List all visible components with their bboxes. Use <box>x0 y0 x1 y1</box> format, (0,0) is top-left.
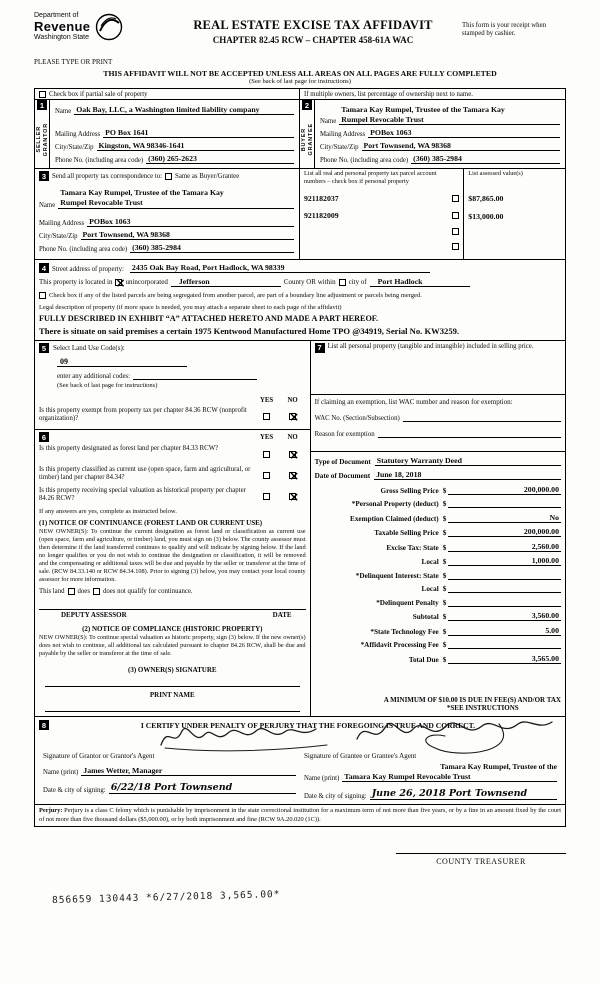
city-checkbox[interactable] <box>339 279 346 286</box>
parcel-header: List all real and personal property tax parcel account numbers – check box if personal property <box>304 170 437 186</box>
perjury-body: Perjury is a class C felony which is punishable by imprisonment in the state correctional institution for a maximum term of not more than five years, or by a fine in an amount fixed by the court of not more than five thousand dollars ($5,000.00), or by both imprisonment and fine (RCW 9A.20.020 (1C)). <box>39 807 561 823</box>
designation-box <box>35 430 310 716</box>
exempt-yes-checkbox[interactable] <box>263 413 270 420</box>
reason-field[interactable] <box>378 428 561 438</box>
assessed-value-field[interactable]: $87,865.00 <box>468 194 504 204</box>
section-1-badge: 1 <box>37 100 47 110</box>
seller-box <box>35 89 300 168</box>
grantor-date-city-field[interactable]: 6/22/18 Port Townsend <box>109 782 296 794</box>
seller-phone-field[interactable]: (360) 265-2623 <box>146 154 294 164</box>
historic-yes-checkbox[interactable] <box>263 493 270 500</box>
reason-label: Reason for exemption <box>314 431 375 439</box>
parcel-row <box>304 243 459 250</box>
does-label: does <box>77 588 90 596</box>
assessed-value-field[interactable] <box>468 248 561 258</box>
total-due-label: Total Due <box>408 655 439 664</box>
section-8-badge: 8 <box>39 720 49 730</box>
current-use-question: Is this property classified as current use (open space, farm and agricultural, or timber) land per chapter 84.34? <box>39 466 251 482</box>
corr-name-field[interactable]: Tamara Kay Rumpel, Trustee of the Tamara Kay Rumpel Revocable Trust <box>58 188 294 208</box>
seller-side-label: SELLER <box>35 125 42 153</box>
corr-mailing-label: Mailing Address <box>39 219 85 227</box>
excise-tax-local-label: Local <box>421 558 439 567</box>
personal-property-deduct-label: *Personal Property (deduct) <box>351 500 439 509</box>
multiple-owners-note: If multiple owners, list percentage of ownership next to name. <box>304 90 473 98</box>
agency-state: Washington State <box>34 34 89 41</box>
notice-continuance-body: NEW OWNER(S): To continue the current designation as forest land or classification as current use (open space, farm and agriculture, or timber) land, you must sign on (3) below. The county assessor must then determine if the land transferred continues to qualify and will indicate by signing below. If the land no longer qualifies or you do not wish to continue the designation or classification, it will be removed and the compensating or additional taxes will be due and payable by the seller or transferor at the time of sale. (RCW 84.33.140 or RCW 84.34.108). Prior to signing (3) below, you may contact your local county assessor for more information. <box>39 528 306 584</box>
seller-mailing-label: Mailing Address <box>55 131 101 139</box>
receipt-note: This form is your receipt when stamped by cashier. <box>462 22 546 38</box>
assessed-header: List assessed value(s) <box>468 170 523 178</box>
forest-question: Is this property designated as forest land per chapter 84.33 RCW? <box>39 445 219 453</box>
tax-correspondence-box <box>35 169 565 260</box>
parcel-2-personal-checkbox[interactable] <box>452 228 459 235</box>
segregated-checkbox[interactable] <box>39 292 46 299</box>
personal-property-label: List all personal property (tangible and intangible) included in selling price. <box>327 343 534 351</box>
land-does-checkbox[interactable] <box>68 588 75 595</box>
grantee-signature-label: Signature of Grantee or Grantee's Agent <box>304 752 417 761</box>
wac-field[interactable] <box>403 412 561 422</box>
grantor-name-print-label: Name (print) <box>43 769 79 777</box>
delinquent-penalty-label: *Delinquent Penalty <box>376 598 439 607</box>
grantee-name-print-field[interactable]: Tamara Kay Rumpel Revocable Trust <box>342 772 557 782</box>
dor-swirl-logo-icon <box>94 12 124 42</box>
excise-tax-state-label: Excise Tax: State <box>386 543 439 552</box>
form-title: REAL ESTATE EXCISE TAX AFFIDAVIT <box>193 18 433 32</box>
county-treasurer-label: COUNTY TREASURER <box>396 853 566 866</box>
section-6-badge: 6 <box>39 432 49 442</box>
taxable-selling-price-label: Taxable Selling Price <box>374 529 439 538</box>
if-yes-note: If any answers are yes, complete as instructed below. <box>39 508 177 516</box>
delinquent-interest-local-field[interactable] <box>448 584 561 593</box>
seller-phone-label: Phone No. (including area code) <box>55 157 144 165</box>
buyer-side-label: BUYER <box>300 127 307 151</box>
form-body <box>34 88 566 827</box>
partial-sale-label: Check box if partial sale of property <box>49 90 148 98</box>
parcel-row <box>304 211 459 220</box>
delinquent-penalty-field[interactable] <box>448 598 561 607</box>
excise-tax-state-field[interactable]: 2,560.00 <box>448 542 561 552</box>
affidavit-processing-fee-label: *Affidavit Processing Fee <box>360 641 439 650</box>
acceptance-warning: THIS AFFIDAVIT WILL NOT BE ACCEPTED UNLESS ALL AREAS ON ALL PAGES ARE FULLY COMPLETED <box>103 69 497 78</box>
county-name-field[interactable]: Jefferson <box>171 277 281 287</box>
see-instructions-note: *SEE INSTRUCTIONS <box>446 704 519 713</box>
deputy-assessor-label: DEPUTY ASSESSOR <box>61 611 127 620</box>
land-does-not-checkbox[interactable] <box>93 588 100 595</box>
type-of-document-label: Type of Document <box>314 458 371 467</box>
wac-label: WAC No. (Section/Subsection) <box>314 415 400 423</box>
certification-box <box>35 717 565 805</box>
state-technology-fee-field[interactable]: 5.00 <box>448 626 561 636</box>
please-type-note: PLEASE TYPE OR PRINT <box>34 58 113 66</box>
excise-tax-local-field[interactable]: 1,000.00 <box>448 556 561 566</box>
buyer-phone-field[interactable]: (360) 385-2984 <box>411 154 560 164</box>
historic-no-checkbox[interactable] <box>289 493 296 500</box>
buyer-phone-label: Phone No. (including area code) <box>320 157 409 165</box>
sec5-see-back-note: (See back of last page for instructions) <box>57 382 158 390</box>
state-technology-fee-label: *State Technology Fee <box>370 627 439 636</box>
land-use-label: Select Land Use Code(s): <box>53 344 125 353</box>
minimum-due-note: A MINIMUM OF $10.00 IS DUE IN FEE(S) AND/OR TAX <box>383 696 561 705</box>
agency-dept-line: Department of <box>34 12 79 19</box>
legal-description-line2: There is situate on said premises a certain 1975 Kentwood Manufactured Home TPO @34919, Serial No. KW3259. <box>39 326 460 337</box>
yes-header: YES <box>259 397 274 405</box>
corr-csz-label: City/State/Zip <box>39 232 78 240</box>
deputy-date-label: DATE <box>272 611 292 620</box>
section-7-badge: 7 <box>315 343 325 353</box>
grantee-trustee-line: Tamara Kay Rumpel, Trustee of the <box>440 762 557 772</box>
selling-price-box: 7 List all personal property (tangible and intangible) included in selling price. If claiming an exemption, list WAC number and reason for exemption: WAC No. (Section/Subsection) Reason for exemption Type of Document Statutory Warranty Deed Date of Document June 18, 2018 Gross Selling Price $ 200,000.00 *Personal Property (deduct) $ Exemption Claimed (deduct) $ No Taxable Selling Price $ 200,000.00 Excise Tax: State $ 2,560.00 Local $ 1,000.00 *Delinquent Interest: State $ Local $ *Delinquent Penalty $ Subtotal $ 3,560.00 *State Technology Fee $ 5.00 *Affidavit Processing Fee $ Total Due $ 3,565.00 A MINIMUM OF $10.00 IS DUE IN FEE(S) AND/OR TAX *SEE INSTRUCTIONS <box>311 341 565 716</box>
assessed-value-field[interactable]: $13,000.00 <box>468 212 504 222</box>
exemption-claimed-field[interactable]: No <box>448 513 561 523</box>
section-5-badge: 5 <box>39 343 49 353</box>
send-correspondence-label: Send all property tax correspondence to: <box>52 172 163 180</box>
legal-description-line1: FULLY DESCRIBED IN EXHIBIT “A” ATTACHED HERETO AND MADE A PART HEREOF. <box>39 314 379 324</box>
city-name-field[interactable]: Port Hadlock <box>370 277 470 287</box>
gross-selling-price-field[interactable]: 200,000.00 <box>448 485 561 495</box>
parcel-row <box>304 228 459 235</box>
notice-compliance-title: (2) NOTICE OF COMPLIANCE (HISTORIC PROPERTY) <box>82 625 263 634</box>
seller-name-label: Name <box>55 108 72 115</box>
perjury-lead: Perjury: <box>39 807 63 815</box>
exempt-no-checkbox[interactable] <box>289 413 296 420</box>
seller-csz-label: City/State/Zip <box>55 144 94 152</box>
see-back-note: (See back of last page for instructions) <box>249 78 351 85</box>
forest-yes-checkbox[interactable] <box>263 451 270 458</box>
exempt-question: Is this property exempt from property tax per chapter 84.36 RCW (nonprofit organization)? <box>39 407 247 423</box>
owners-signature-label: (3) OWNER(S) SIGNATURE <box>128 666 217 675</box>
property-location-box <box>35 260 565 341</box>
delinquent-interest-state-field[interactable] <box>448 571 561 580</box>
subtotal-field[interactable]: 3,560.00 <box>448 611 561 621</box>
parcel-number-field[interactable]: 921182009 <box>304 210 339 220</box>
agency-name: Revenue <box>34 19 91 34</box>
same-as-buyer-label: Same as Buyer/Grantee <box>175 172 240 180</box>
forest-no-checkbox[interactable] <box>289 451 296 458</box>
taxable-selling-price-field[interactable]: 200,000.00 <box>448 527 561 537</box>
grantee-date-city-label: Date & city of signing: <box>304 793 367 801</box>
buyer-name-label: Name <box>320 118 337 126</box>
current-use-no-checkbox[interactable] <box>289 472 296 479</box>
seller-name-field[interactable]: Oak Bay, LLC, a Washington limited liability company <box>74 105 294 115</box>
buyer-mailing-field[interactable]: POBox 1063 <box>368 128 560 138</box>
city-of-label: city of <box>348 278 367 287</box>
current-use-yes-checkbox[interactable] <box>263 472 270 479</box>
buyer-csz-label: City/State/Zip <box>320 144 359 152</box>
yes-header: YES <box>259 433 274 441</box>
notice-compliance-body: NEW OWNER(S): To continue special valuation as historic property, sign (3) below. If the new owner(s) does not wish to continue, all additional tax calculated pursuant to chapter 84.26 RCW, shall be due and payable by the seller or transferor at the time of sale. <box>39 634 306 658</box>
unincorporated-label: unincorporated <box>125 278 168 287</box>
delinquent-interest-state-label: *Delinquent Interest: State <box>355 571 439 580</box>
corr-mailing-field[interactable]: POBox 1063 <box>87 217 294 227</box>
corr-csz-field[interactable]: Port Townsend, WA 98368 <box>81 230 294 240</box>
land-use-code-field[interactable]: 09 <box>57 357 187 367</box>
additional-codes-label: enter any additional codes: <box>57 373 131 381</box>
print-name-line[interactable] <box>45 699 300 712</box>
corr-phone-label: Phone No. (including area code) <box>39 245 128 253</box>
delinquent-interest-local-label: Local <box>421 585 439 594</box>
buyer-box <box>300 89 565 168</box>
partial-sale-checkbox[interactable] <box>39 91 46 98</box>
parcel-numbers-column <box>300 169 464 259</box>
segregated-label: Check box if any of the listed parcels are being segregated from another parcel, are part of a boundary line adjustment or parcels being merged. <box>49 292 422 300</box>
grantee-name-print-label: Name (print) <box>304 775 340 783</box>
notice-continuance-title: (1) NOTICE OF CONTINUANCE (FOREST LAND OR CURRENT USE) <box>39 519 263 528</box>
grantee-side-label: GRANTEE <box>307 122 314 156</box>
date-of-document-field[interactable]: June 18, 2018 <box>374 470 561 480</box>
county-or-label: County OR within <box>283 278 336 287</box>
affidavit-processing-fee-field[interactable] <box>448 640 561 649</box>
form-chapter: CHAPTER 82.45 RCW – CHAPTER 458-61A WAC <box>212 35 414 45</box>
buyer-name-field[interactable]: Tamara Kay Rumpel, Trustee of the Tamara Kay Rumpel Revocable Trust <box>339 105 560 125</box>
form-header <box>34 12 566 68</box>
parcel-1-personal-checkbox[interactable] <box>452 212 459 219</box>
personal-property-deduct-field[interactable] <box>448 499 561 508</box>
total-due-field[interactable]: 3,565.00 <box>448 654 561 664</box>
additional-codes-field[interactable] <box>133 370 257 380</box>
perjury-notice <box>35 805 565 826</box>
same-as-buyer-checkbox[interactable] <box>165 173 172 180</box>
no-header: NO <box>287 433 298 441</box>
assessed-values-column <box>464 169 565 259</box>
section-2-badge: 2 <box>302 100 312 110</box>
buyer-mailing-label: Mailing Address <box>320 131 366 139</box>
does-not-label: does not qualify for continuance. <box>102 588 193 596</box>
cashier-stamp: 856659 130443 *6/27/2018 3,565.00* <box>51 889 281 907</box>
buyer-csz-field[interactable]: Port Townsend, WA 98368 <box>362 141 560 151</box>
subtotal-label: Subtotal <box>412 613 439 622</box>
print-name-label: PRINT NAME <box>149 691 195 700</box>
agency-logo-block <box>34 12 164 42</box>
page-footer <box>34 827 566 913</box>
grantee-date-city-field[interactable]: June 26, 2018 Port Townsend <box>370 788 557 800</box>
this-land-label: This land <box>39 588 65 596</box>
parcel-3-personal-checkbox[interactable] <box>452 243 459 250</box>
date-of-document-label: Date of Document <box>314 472 371 481</box>
parcel-number-field[interactable]: 921182037 <box>304 193 339 203</box>
corr-name-label: Name <box>39 201 56 209</box>
exemption-claimed-label: Exemption Claimed (deduct) <box>350 514 439 523</box>
street-address-label: Street address of property: <box>52 266 124 274</box>
grantor-name-print-field[interactable]: James Wetter, Manager <box>81 766 296 776</box>
seller-csz-field[interactable]: Kingston, WA 98346-1641 <box>97 141 294 151</box>
owners-signature-line[interactable] <box>45 674 300 687</box>
parcel-row <box>304 194 459 203</box>
parcel-0-personal-checkbox[interactable] <box>452 195 459 202</box>
grantor-signature-label: Signature of Grantor or Grantor's Agent <box>43 752 155 761</box>
street-address-field[interactable]: 2435 Oak Bay Road, Port Hadlock, WA 98339 <box>130 263 430 273</box>
certify-statement: I CERTIFY UNDER PENALTY OF PERJURY THAT THE FOREGOING IS TRUE AND CORRECT. <box>140 720 476 730</box>
no-header: NO <box>287 397 298 405</box>
land-use-box <box>35 341 310 430</box>
exemption-label: If claiming an exemption, list WAC number and reason for exemption: <box>314 398 513 407</box>
section-3-badge: 3 <box>39 171 49 181</box>
unincorporated-checkbox[interactable] <box>115 279 122 286</box>
corr-phone-field[interactable]: (360) 385-2984 <box>130 243 294 253</box>
legal-description-label: Legal description of property (if more space is needed, you may attach a separate sheet to each page of the affidavit) <box>39 304 342 312</box>
gross-selling-price-label: Gross Selling Price <box>380 486 439 495</box>
located-in-label: This property is located in <box>39 278 113 287</box>
historic-question: Is this property receiving special valuation as historical property per chapter 84.26 RCW? <box>39 487 246 503</box>
seller-mailing-field[interactable]: PO Box 1641 <box>103 128 294 138</box>
section-4-badge: 4 <box>39 263 49 273</box>
assessed-value-field[interactable] <box>468 230 561 240</box>
grantor-date-city-label: Date & city of signing: <box>43 787 106 795</box>
grantor-side-label: GRANTOR <box>42 122 49 156</box>
type-of-document-field[interactable]: Statutory Warranty Deed <box>375 456 561 466</box>
personal-property-blank-area[interactable] <box>315 353 561 391</box>
